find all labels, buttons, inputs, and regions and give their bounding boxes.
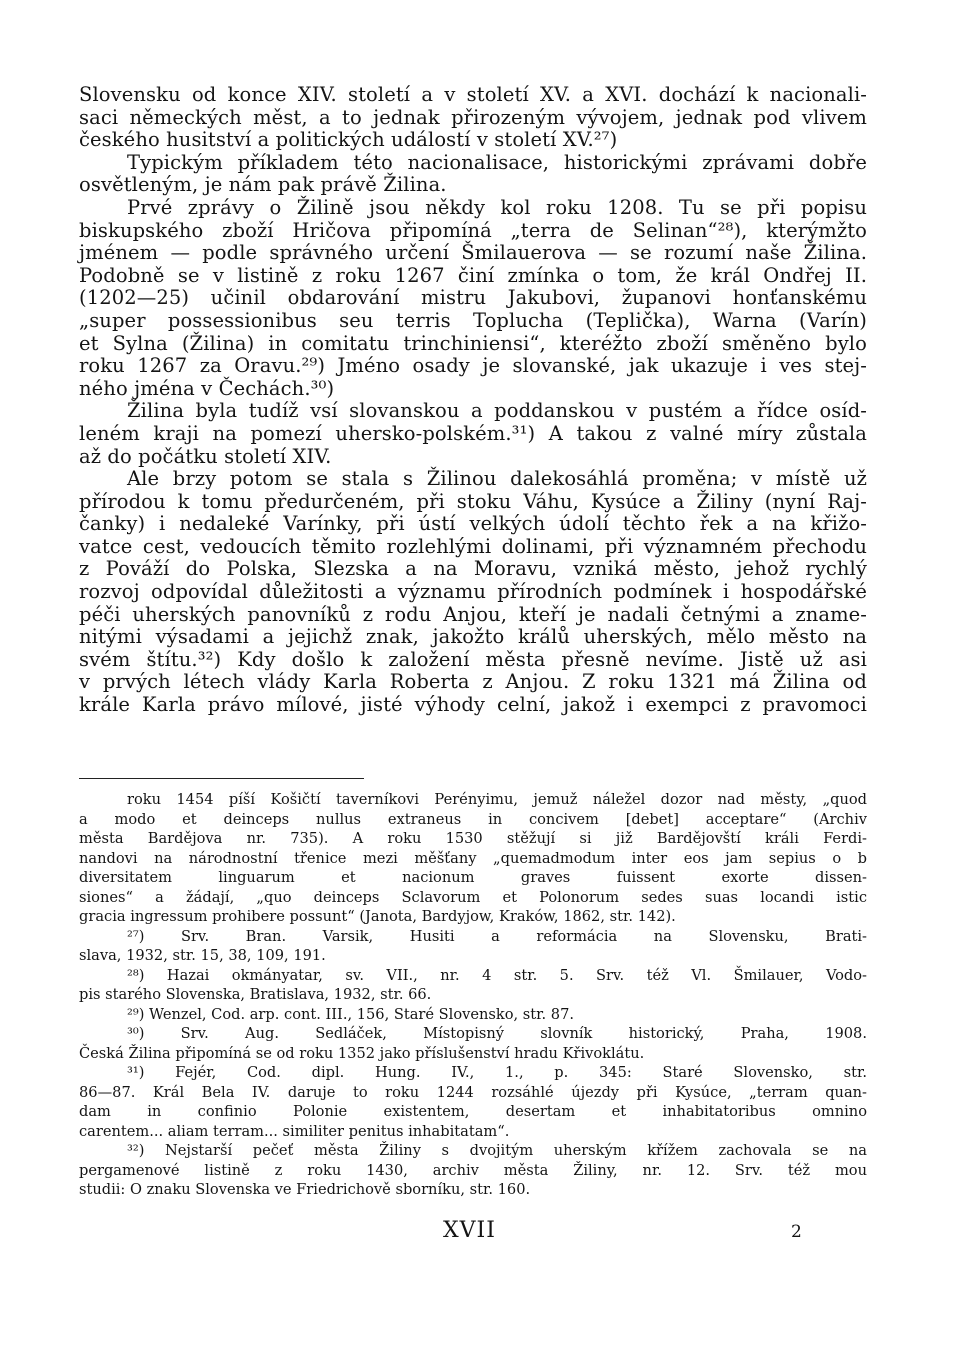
footnote-line: ³⁰) Srv. Aug. Sedláček, Místopisný slovník historický, Praha, 1908. bbox=[127, 1025, 867, 1042]
footnote-line: carentem... aliam terram... similiter penitus inhabitatam“. bbox=[79, 1122, 510, 1140]
footnote-line: slava, 1932, str. 15, 38, 109, 191. bbox=[79, 947, 326, 964]
footnote-line: roku 1454 píší Košičtí taverníkovi Perényimu, jemuž náležel dozor nad městy, „quod bbox=[127, 791, 867, 808]
body-line: „super possessionibus seu terris Toplucha (Teplička), Warna (Varín) bbox=[79, 308, 867, 332]
footnote-line: studii: O znaku Slovenska ve Friedrichově sborníku, str. 160. bbox=[79, 1181, 531, 1198]
body-line: v prvých létech vlády Karla Roberta z Anjou. Z roku 1321 má Žilina od bbox=[79, 670, 867, 694]
footnote-line: ³¹) Fejér, Cod. dipl. Hung. IV., 1., p. 345: Staré Slovensko, str. bbox=[127, 1064, 867, 1081]
body-line: českého husitství a politických událostí v století XV.²⁷) bbox=[79, 128, 618, 152]
body-line: et Sylna (Žilina) in comitatu trinchiniensi“, kteréžto zboží směněno bylo bbox=[79, 331, 867, 355]
body-line: nitými výsadami a jejichž znak, jakožto králů uherských, mělo město na bbox=[79, 625, 867, 649]
footnote-line: pis starého Slovenska, Bratislava, 1932, str. 66. bbox=[79, 986, 432, 1003]
footnote-line: Česká Žilina připomíná se od roku 1352 jako příslušenství hradu Křivoklátu. bbox=[79, 1044, 645, 1062]
footnotes bbox=[79, 790, 867, 1200]
signature-folio: XVII bbox=[443, 1218, 496, 1243]
footnote-line: města Bardějova nr. 735). A roku 1530 stěžují si již Bardějovští králi Ferdi- bbox=[79, 830, 867, 847]
body-line: z Pováží do Polska, Slezska a na Moravu, vzniká město, jehož rychlý bbox=[79, 557, 867, 581]
body-line: až do počátku století XIV. bbox=[79, 444, 332, 468]
footnote-line: dam in confinio Polonie existentem, desertam et inhabitatoribus omnino bbox=[79, 1103, 867, 1120]
body-line: péči uherských panovníků z rodu Anjou, kteří je nadali četnými a zname- bbox=[79, 602, 867, 626]
body-line: Ale brzy potom se stala s Žilinou dalekosáhlá proměna; v místě už bbox=[127, 467, 867, 491]
footnote-line: gracia ingressum prohibere possunt“ (Janota, Bardyjow, Kraków, 1862, str. 142). bbox=[79, 908, 676, 925]
body-line: ného jména v Čechách.³⁰) bbox=[79, 376, 335, 400]
footnote-line: ²⁸) Hazai okmányatar, sv. VII., nr. 4 str. 5. Srv. též Vl. Šmilauer, Vodo- bbox=[127, 966, 867, 984]
body-line: roku 1267 za Oravu.²⁹) Jméno osady je slovanské, jak ukazuje i ves stej- bbox=[79, 354, 867, 378]
body-line: vatce cest, vedoucích těmito rozlehlými dolinami, při významném přechodu bbox=[79, 534, 867, 558]
body-line: čanky) i nedaleké Varínky, při ústí velkých údolí těchto řek a na křižo- bbox=[79, 512, 867, 536]
page-number: 2 bbox=[791, 1222, 802, 1242]
body-line: leném kraji na pomezí uhersko-polském.³¹) A takou z valné míry zůstala bbox=[79, 421, 867, 445]
body-line: Prvé zprávy o Žilině jsou někdy kol roku 1208. Tu se při popisu bbox=[127, 195, 867, 219]
body-line: (1202—25) učinil obdarování mistru Jakubovi, županovi honťanskému bbox=[79, 286, 867, 310]
body-line: saci německých měst, a to jednak přirozeným vývojem, jednak pod vlivem bbox=[79, 105, 867, 129]
body-line: rozvoj odpovídal důležitosti a významu přírodních podmínek i hospodářské bbox=[79, 580, 867, 604]
footnote-line: ²⁷) Srv. Bran. Varsik, Husiti a reformácia na Slovensku, Brati- bbox=[127, 927, 867, 945]
footnote-line: ³²) Nejstarší pečeť města Žiliny s dvojitým uherským křížem zachovala se na bbox=[127, 1142, 867, 1159]
footnote-divider bbox=[79, 778, 364, 779]
footnote-line: pergamenové listině z roku 1430, archiv města Žiliny, nr. 12. Srv. též mou bbox=[79, 1161, 867, 1179]
footnote-line: ²⁹) Wenzel, Cod. arp. cont. III., 156, Staré Slovensko, str. 87. bbox=[127, 1005, 575, 1023]
body-line: svém štítu.³²) Kdy došlo k založení města přesně nevíme. Jistě už asi bbox=[79, 647, 867, 671]
body-line: Žilina byla tudíž vsí slovanskou a poddanskou v pustém a řídce osíd- bbox=[127, 399, 867, 423]
footnote-line: diversitatem linguarum et nacionum graves fuissent exorte dissen- bbox=[79, 869, 867, 886]
body-line: přírodou k tomu předurčeném, při stoku Váhu, Kysúce a Žiliny (nyní Raj- bbox=[79, 489, 867, 513]
main-text bbox=[79, 84, 867, 717]
body-line: osvětleným, je nám pak právě Žilina. bbox=[79, 173, 447, 197]
body-line: krále Karla právo mílové, jisté výhody celní, jakož i exempci z pravomoci bbox=[79, 693, 867, 717]
body-line: jménem — podle správného určení Šmilauerova — se rozumí naše Žilina. bbox=[79, 241, 867, 265]
body-line: Podobně se v listině z roku 1267 činí zmínka o tom, že král Ondřej II. bbox=[79, 263, 867, 287]
footnote-line: nandovi na národnostní třenice mezi měšťany „quemadmodum inter eos jam sepius o b bbox=[79, 849, 867, 867]
footnote-line: a modo et deinceps nullus extraneus in concivem [debet] acceptare“ (Archiv bbox=[79, 810, 867, 828]
footnote-line: 86—87. Král Bela IV. daruje to roku 1244 rozsáhlé újezdy při Kysúce, „terram quan- bbox=[79, 1083, 867, 1101]
body-line: biskupského zboží Hričova připomíná „terra de Selinan“²⁸), kterýmžto bbox=[79, 218, 867, 242]
body-line: Typickým příkladem této nacionalisace, historickými zprávami dobře bbox=[127, 150, 867, 174]
footnote-line: siones“ a žádají, „quo deinceps Sclavorum et Polonorum sedes suas locandi istic bbox=[79, 888, 867, 906]
body-line: Slovensku od konce XIV. století a v století XV. a XVI. dochází k nacionali- bbox=[79, 83, 867, 106]
